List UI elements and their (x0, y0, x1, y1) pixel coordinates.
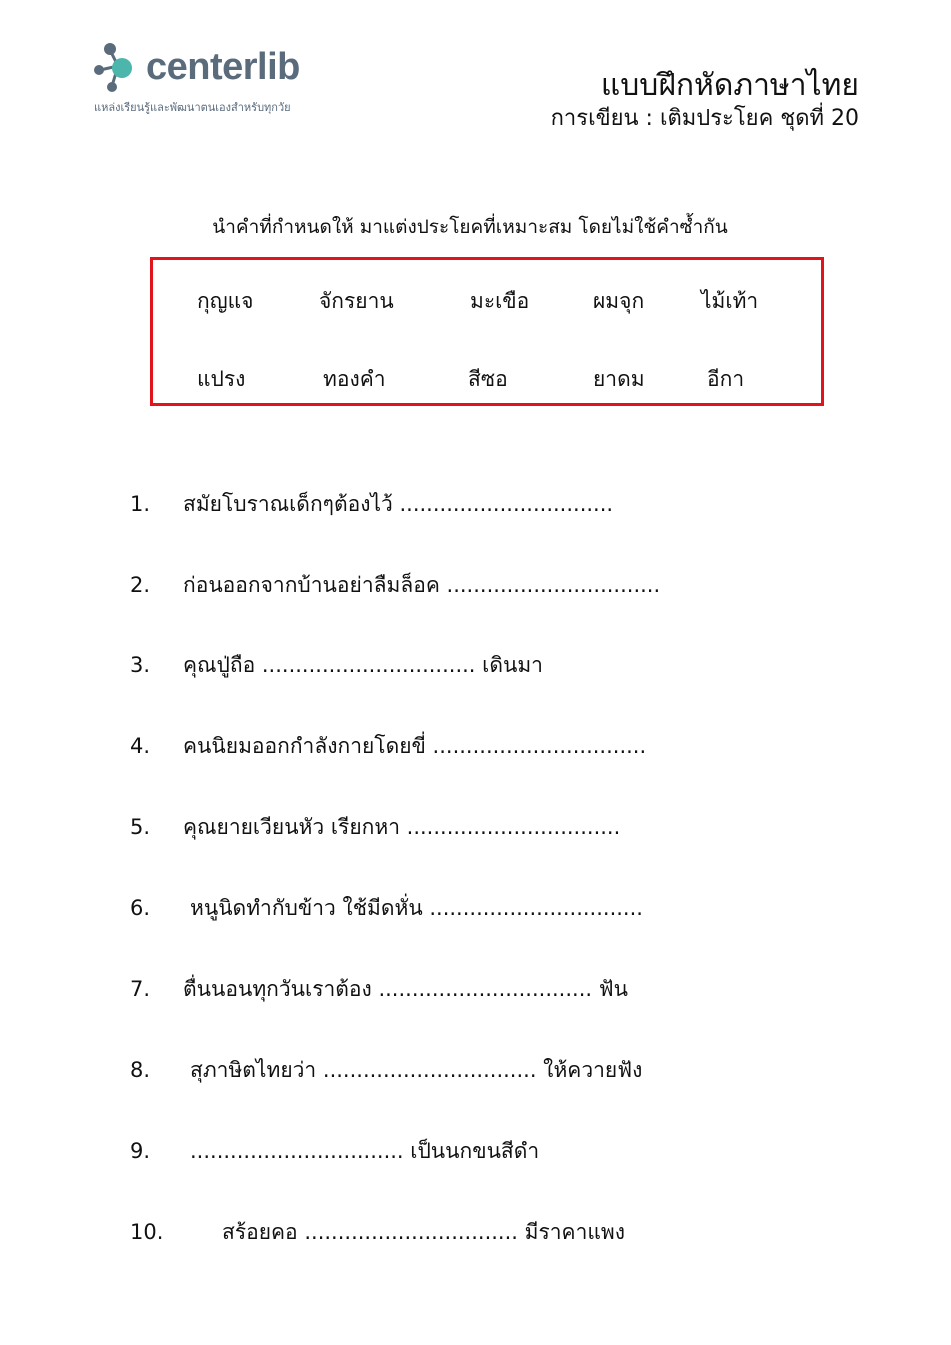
question-number: 2. (130, 573, 151, 597)
word-bank-item: จักรยาน (319, 289, 394, 313)
page-subtitle: การเขียน : เติมประโยค ชุดที่ 20 (550, 106, 859, 131)
instruction-text: นำคำที่กำหนดให้ มาแต่งประโยคที่เหมาะสม โดยไม่ใช้คำซ้ำกัน (212, 216, 728, 238)
question-number: 7. (130, 977, 151, 1001)
question-text: ตื่นนอนทุกวันเราต้อง ................................ ฟัน (183, 977, 628, 1001)
question-text: คนนิยมออกกำลังกายโดยขี่ ................................ (183, 734, 647, 758)
network-nodes-icon (92, 40, 148, 96)
word-bank-item: อีกา (707, 367, 745, 391)
word-bank-item: กุญแจ (197, 289, 254, 313)
word-bank-item: สีซอ (468, 367, 508, 391)
question-text: ................................ เป็นนกขนสีดำ (190, 1139, 540, 1163)
question-text: หนูนิดทำกับข้าว ใช้มีดหั่น ................................ (190, 896, 643, 920)
word-bank-item: ยาดม (593, 367, 645, 391)
question-number: 1. (130, 492, 151, 516)
logo-tagline: แหล่งเรียนรู้และพัฒนาตนเองสำหรับทุกวัย (94, 101, 291, 114)
question-number: 9. (130, 1139, 151, 1163)
word-bank-box (150, 257, 824, 406)
question-number: 3. (130, 653, 151, 677)
question-number: 5. (130, 815, 151, 839)
question-number: 8. (130, 1058, 151, 1082)
question-text: สร้อยคอ ................................ มีราคาแพง (222, 1220, 626, 1244)
word-bank-item: ทองคำ (323, 367, 386, 391)
question-number: 4. (130, 734, 151, 758)
question-number: 6. (130, 896, 151, 920)
word-bank-item: ไม้เท้า (701, 289, 759, 313)
page-title: แบบฝึกหัดภาษาไทย (600, 68, 859, 103)
question-text: สมัยโบราณเด็กๆต้องไว้ ................................ (183, 492, 614, 516)
question-number: 10. (130, 1220, 164, 1244)
word-bank-item: แปรง (197, 367, 246, 391)
logo-name: centerlib (146, 46, 300, 88)
question-text: คุณยายเวียนหัว เรียกหา ................................ (183, 815, 621, 839)
word-bank-item: มะเขือ (470, 289, 530, 313)
question-text: สุภาษิตไทยว่า ................................ ให้ควายฟัง (190, 1058, 643, 1082)
question-text: ก่อนออกจากบ้านอย่าลืมล็อค ................................ (183, 573, 661, 597)
centerlib-logo (92, 40, 352, 120)
word-bank-item: ผมจุก (593, 289, 645, 313)
question-text: คุณปู่ถือ ................................ เดินมา (183, 653, 543, 677)
